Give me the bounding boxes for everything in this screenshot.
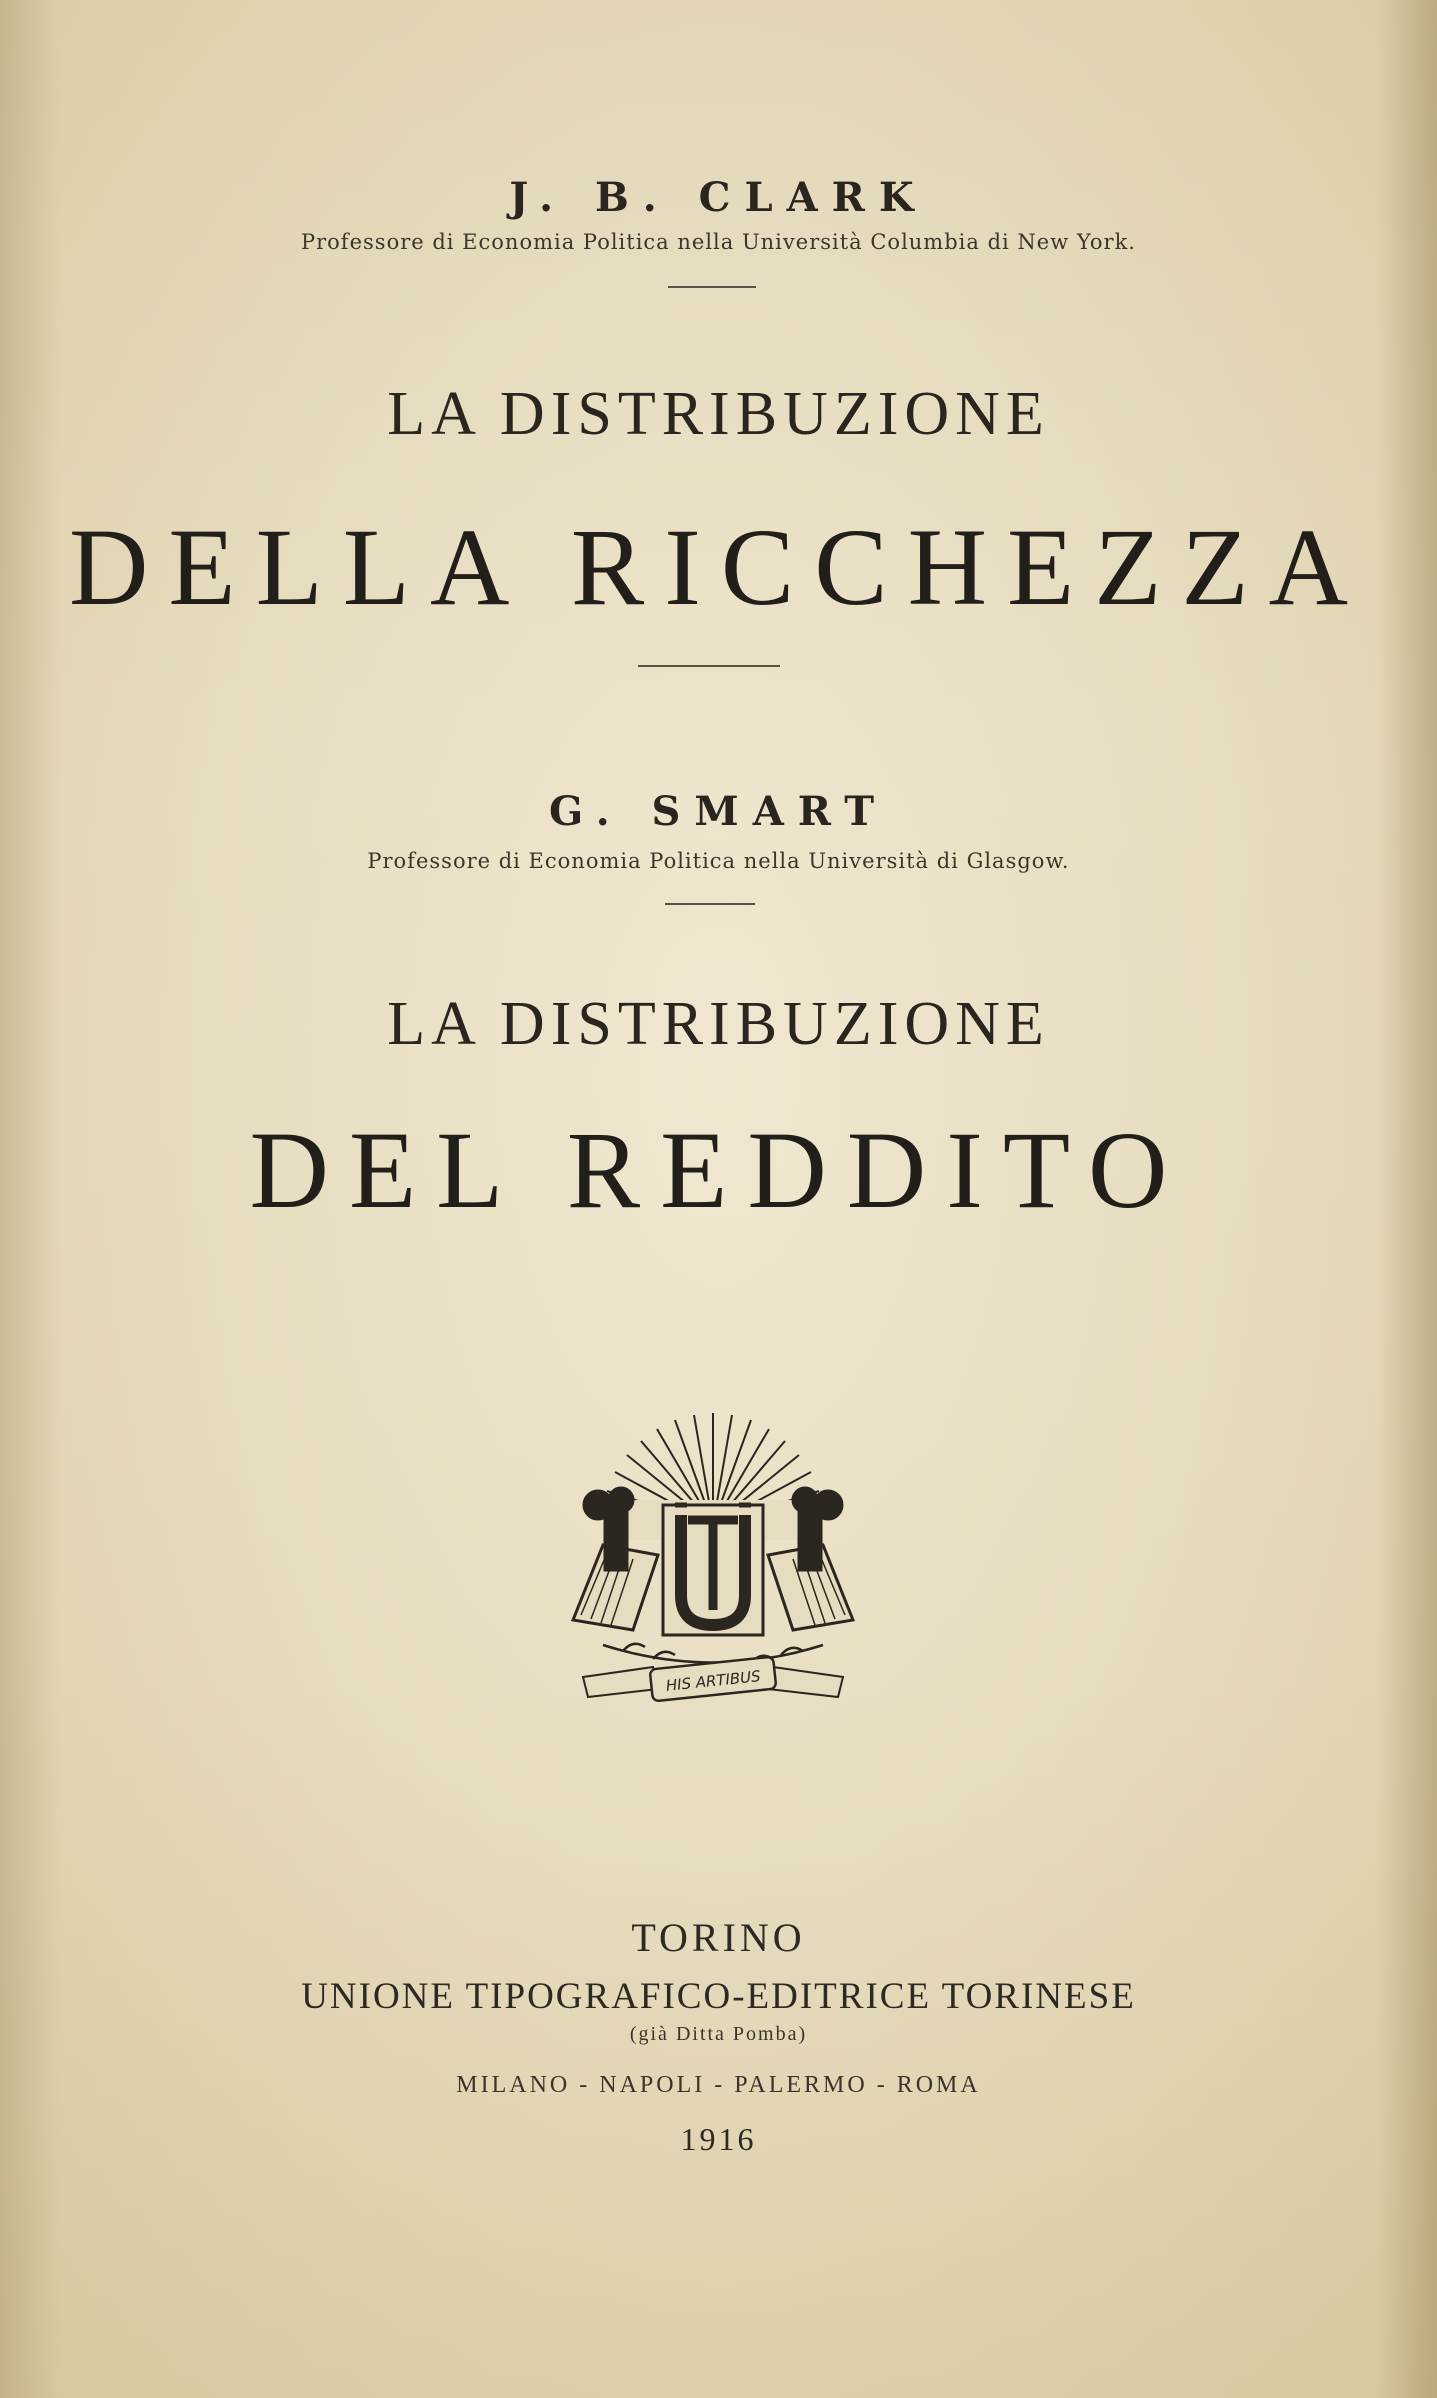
imprint-city: TORINO (631, 1915, 806, 1960)
laurel-icon (603, 1644, 823, 1663)
author-smart-affiliation: Professore di Economia Politica nella Università di Glasgow. (367, 849, 1070, 873)
work2-subtitle: LA DISTRIBUZIONE (387, 990, 1050, 1058)
imprint-year: 1916 (680, 2121, 757, 2157)
divider-rule (638, 665, 780, 667)
author-smart-name: G. SMART (548, 788, 889, 835)
author-clark-name: J. B. CLARK (509, 174, 928, 221)
work1-title: DELLA RICCHEZZA (68, 506, 1369, 628)
author-clark-affiliation: Professore di Economia Politica nella Università Columbia di New York. (301, 230, 1136, 254)
imprint-publisher: UNIONE TIPOGRAFICO-EDITRICE TORINESE (301, 1976, 1136, 2017)
divider-rule (665, 903, 755, 905)
motto-ribbon (583, 1657, 843, 1702)
imprint-former-name: (già Ditta Pomba) (629, 2023, 808, 2045)
work1-subtitle: LA DISTRIBUZIONE (387, 380, 1050, 448)
ut-monogram-icon (663, 1505, 763, 1635)
publisher-emblem (563, 1405, 863, 1715)
imprint-cities: MILANO - NAPOLI - PALERMO - ROMA (456, 2072, 981, 2098)
work2-title: DEL REDDITO (249, 1109, 1188, 1231)
divider-rule (668, 286, 756, 288)
emblem-motto: HIS ARTIBUS (664, 1667, 762, 1695)
